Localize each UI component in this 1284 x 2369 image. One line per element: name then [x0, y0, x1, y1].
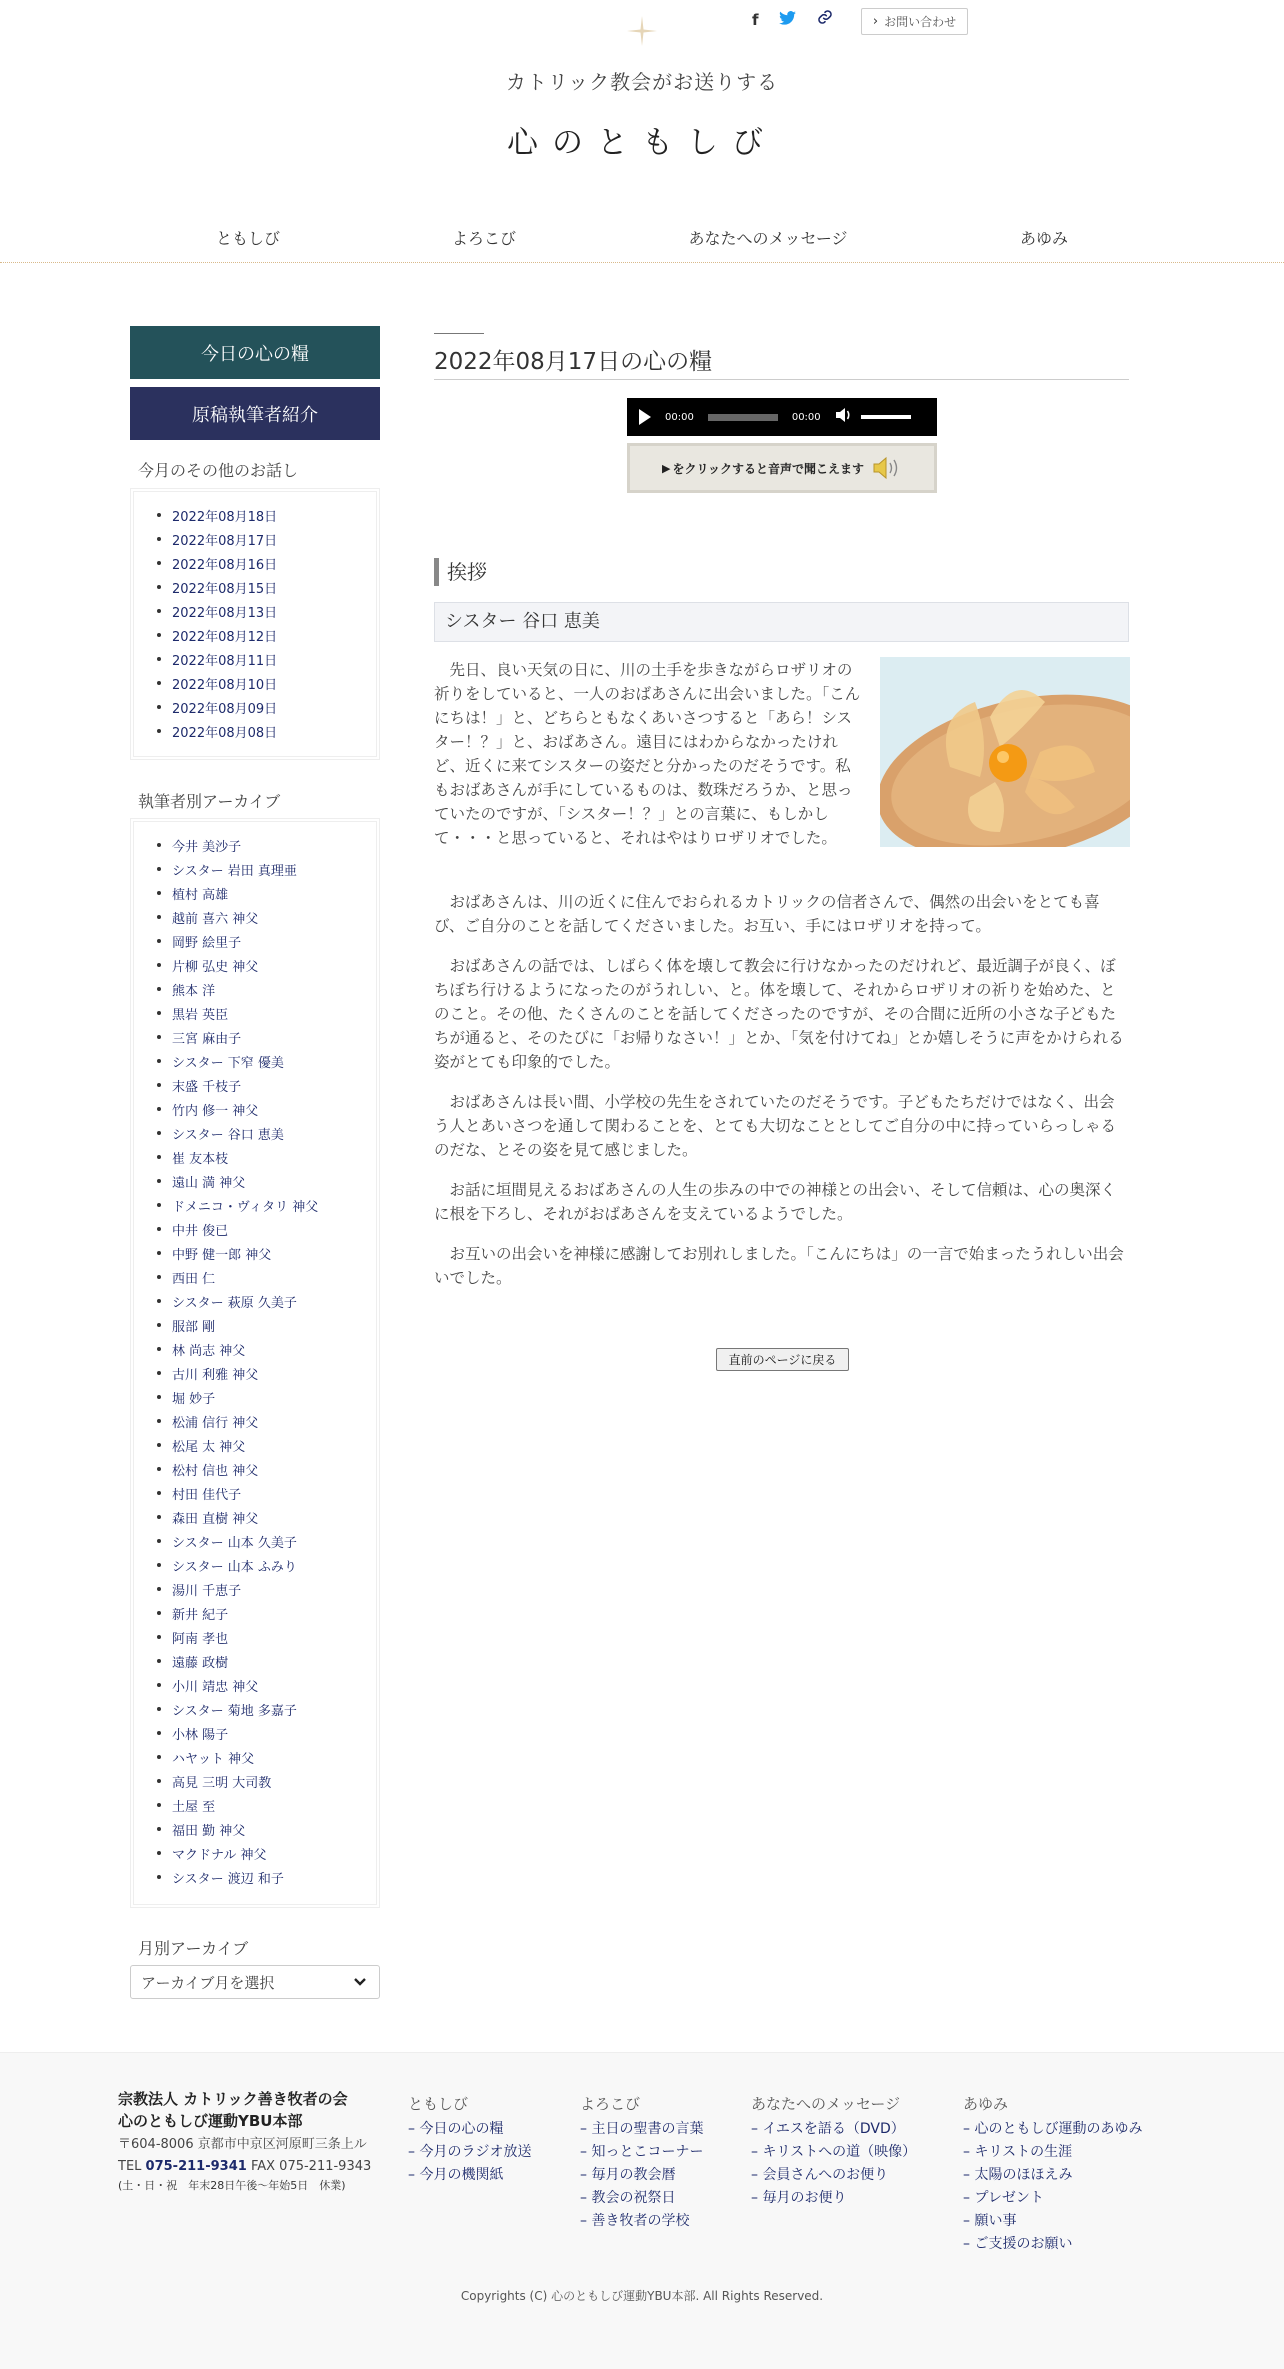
sidebar-list-item[interactable]: 竹内 修一 神父 — [172, 1100, 258, 1119]
sidebar-list-item[interactable]: 2022年08月11日 — [172, 650, 277, 669]
footer-col-heading: ともしび — [408, 2095, 469, 2113]
authors-button[interactable]: 原稿執筆者紹介 — [130, 387, 380, 440]
chevron-down-icon — [353, 1977, 367, 1987]
sidebar-list-item[interactable]: 古川 利雅 神父 — [172, 1364, 258, 1383]
footer-link[interactable]: – 心のともしび運動のあゆみ — [963, 2121, 1143, 2137]
author-heading: 執筆者別アーカイブ — [138, 792, 281, 811]
site-title[interactable]: 心のともしび — [507, 125, 777, 161]
sidebar-list-item[interactable]: マクドナル 神父 — [172, 1844, 266, 1863]
today-button[interactable]: 今日の心の糧 — [130, 326, 380, 379]
page-title: 2022年08月17日の心の糧 — [434, 349, 713, 375]
sidebar-list-item[interactable]: 黒岩 英臣 — [172, 1004, 228, 1023]
footer-phone-line — [118, 2156, 371, 2178]
sidebar-list-item[interactable]: 村田 佳代子 — [172, 1484, 241, 1503]
global-nav — [0, 226, 1284, 254]
body-paragraph: おばあさんは長い間、小学校の先生をされていたのだそうです。子どもたちだけではなく、出会う人とあいさつを通して関わることを、とても大切なこととしてご自分の中に持っていらっしゃるのだな、とその姿を見て感じました。 — [434, 1093, 1117, 1159]
footer-link[interactable]: – 会員さんへのお便り — [751, 2167, 889, 2183]
contact-label: お問い合わせ — [884, 15, 957, 29]
physalis-photo — [880, 657, 1130, 847]
footer-link[interactable]: – 今月の機関紙 — [408, 2167, 504, 2183]
nav-item-message[interactable]: あなたへのメッセージ — [688, 229, 848, 248]
sidebar-list-item[interactable]: シスター 山本 久美子 — [172, 1532, 297, 1551]
sidebar-list-item[interactable]: 岡野 絵里子 — [172, 932, 241, 951]
sidebar-list-item[interactable]: 2022年08月18日 — [172, 506, 277, 525]
sidebar-list-item[interactable]: 2022年08月10日 — [172, 674, 277, 693]
player-duration: 00:00 — [791, 411, 821, 423]
sidebar-list-item[interactable]: 小林 陽子 — [172, 1724, 228, 1743]
nav-divider — [0, 262, 1284, 263]
chevron-right-icon: › — [872, 14, 879, 29]
footer-link[interactable]: – 教会の祝祭日 — [580, 2190, 676, 2206]
month-list — [130, 488, 380, 760]
sidebar-list-item[interactable]: 小川 靖忠 神父 — [172, 1676, 258, 1695]
copyright: Copyrights (C) 心のともしび運動YBU本部. All Rights Reserved. — [460, 2289, 824, 2303]
sidebar-list-item[interactable]: 松浦 信行 神父 — [172, 1412, 258, 1431]
sidebar-list-item[interactable]: シスター 渡辺 和子 — [172, 1868, 284, 1887]
sidebar-list-item[interactable]: 崔 友本枝 — [172, 1148, 228, 1167]
nav-item-tomoshibi[interactable]: ともしび — [215, 229, 281, 248]
footer-link[interactable]: – 太陽のほほえみ — [963, 2167, 1073, 2183]
footer-link[interactable]: – プレゼント — [963, 2190, 1044, 2206]
sidebar-list-item[interactable]: 三宮 麻由子 — [172, 1028, 241, 1047]
sidebar-list-item[interactable]: 堀 妙子 — [172, 1388, 215, 1407]
sidebar-list-item[interactable]: 植村 高雄 — [172, 884, 228, 903]
sidebar-list-item[interactable]: 2022年08月12日 — [172, 626, 277, 645]
body-paragraph: おばあさんは、川の近くに住んでおられるカトリックの信者さんで、偶然の出会いをとても喜び、ご自分のことを話してくださいました。お互い、手にはロザリオを持って。 — [434, 893, 1100, 935]
sidebar-list-item[interactable]: 西田 仁 — [172, 1268, 215, 1287]
footer-link[interactable]: – 願い事 — [963, 2213, 1017, 2229]
link-icon[interactable] — [816, 9, 834, 31]
footer-link[interactable]: – 知っとこコーナー — [580, 2144, 704, 2160]
footer-link[interactable]: – 善き牧者の学校 — [580, 2213, 690, 2229]
footer-col-ayumi — [963, 2093, 1142, 2256]
back-button[interactable]: 直前のページに戻る — [716, 1348, 849, 1371]
fax-label: FAX — [250, 2159, 276, 2174]
sidebar-list-item[interactable]: 熊本 洋 — [172, 980, 215, 999]
body-paragraph: おばあさんの話では、しばらく体を壊して教会に行けなかったのだけれど、最近調子が良く、ぼちぼち行けるようになったのがうれしい、と。体を壊して、それからロザリオの祈りを始めた、とのこと。その他、たくさんのことを話してくださったのですが、その合間に近所の小さな子どもたちが通ると、そのたびに「お帰りなさい！」とか、「気を付けてね」とか嬉しそうに声をかけられる姿がとても印象的でした。 — [434, 957, 1124, 1071]
sidebar-list-item[interactable]: 今井 美沙子 — [172, 836, 241, 855]
sidebar-list-item[interactable]: シスター 谷口 恵美 — [172, 1124, 284, 1143]
footer-link[interactable]: – キリストへの道（映像） — [751, 2144, 917, 2160]
footer-link[interactable]: – 今月のラジオ放送 — [408, 2144, 532, 2160]
facebook-icon[interactable]: f — [752, 11, 759, 29]
footer-address — [118, 2134, 371, 2178]
sidebar-list-item[interactable]: 新井 紀子 — [172, 1604, 228, 1623]
footer-col-message — [751, 2093, 916, 2210]
footer-col-tomoshibi — [408, 2093, 531, 2187]
footer-hours: (土・日・祝 年末28日午後〜年始5日 休業) — [118, 2179, 346, 2192]
sidebar-list-item[interactable]: 2022年08月09日 — [172, 698, 277, 717]
sidebar-list-item[interactable]: ドメニコ・ヴィタリ 神父 — [172, 1196, 318, 1215]
play-icon[interactable] — [639, 409, 651, 425]
star-logo-icon — [626, 15, 658, 47]
author-list — [130, 818, 380, 1908]
site-tagline: カトリック教会がお送りする — [505, 70, 779, 94]
audio-hint-text: をクリックすると音声で聞こえます — [672, 461, 864, 476]
title-accent — [434, 333, 484, 334]
social-links — [752, 9, 834, 31]
body-paragraph: お互いの出会いを神様に感謝してお別れしました。「こんにちは」の一言で始まったうれしい出会いでした。 — [434, 1245, 1124, 1287]
sidebar-list-item[interactable]: 片柳 弘史 神父 — [172, 956, 258, 975]
sidebar-list-item[interactable]: 中井 俊已 — [172, 1220, 228, 1239]
footer-org-sub: 心のともしび運動YBU本部 — [118, 2112, 303, 2130]
sidebar-list-item[interactable]: 2022年08月13日 — [172, 602, 277, 621]
sidebar-list-item[interactable]: 中野 健一郎 神父 — [172, 1244, 271, 1263]
body-paragraph: 先日、良い天気の日に、川の土手を歩きながらロザリオの祈りをしていると、一人のおばあさんに出会いました。「こんにちは！」と、どちらともなくあいさつすると「あら！シスター！？」と、おばあさん。遠目にはわからなかったけれど、近くに来てシスターの姿だと分かったのだそうです。私もおばあさんが手にしているものは、数珠だろうか、と思っていたのですが、「シスター！？」との言葉に、もしかして・・・と思っていると、それはやはりロザリオでした。 — [434, 661, 861, 847]
sidebar-list-item[interactable]: 末盛 千枝子 — [172, 1076, 241, 1095]
footer-col-heading: よろこび — [580, 2095, 641, 2113]
audio-player — [627, 398, 937, 436]
fax-number: 075-211-9343 — [279, 2159, 372, 2174]
sidebar-list-item[interactable]: 2022年08月17日 — [172, 530, 277, 549]
sidebar-list-item[interactable]: 林 尚志 神父 — [172, 1340, 245, 1359]
volume-slider[interactable] — [861, 415, 911, 419]
footer-col-heading: あなたへのメッセージ — [751, 2095, 901, 2113]
body-paragraph: お話に垣間見えるおばあさんの人生の歩みの中での神様との出会い、そして信頼は、心の奥深くに根を下ろし、それがおばあさんを支えているようでした。 — [434, 1181, 1117, 1223]
sidebar-list-item[interactable]: シスター 岩田 真理亜 — [172, 860, 297, 879]
section-heading: 挨拶 — [434, 558, 487, 586]
footer-address-line: 〒604-8006 京都市中京区河原町三条上ル — [118, 2137, 367, 2152]
sidebar-list-item[interactable]: 2022年08月08日 — [172, 722, 277, 741]
sidebar-list-item[interactable]: 湯川 千恵子 — [172, 1580, 241, 1599]
footer-org-name: 宗教法人 カトリック善き牧者の会 — [118, 2090, 348, 2108]
sidebar-list-item[interactable]: 2022年08月16日 — [172, 554, 277, 573]
sidebar-list-item[interactable]: 福田 勤 神父 — [172, 1820, 245, 1839]
sidebar-list-item[interactable]: 阿南 孝也 — [172, 1628, 228, 1647]
footer-link[interactable]: – 今日の心の糧 — [408, 2121, 504, 2137]
sidebar-list-item[interactable]: 松尾 太 神父 — [172, 1436, 245, 1455]
sidebar-list-item[interactable]: 土屋 至 — [172, 1796, 215, 1815]
tel-label: TEL — [118, 2159, 142, 2174]
footer-link[interactable]: – 毎月の教会暦 — [580, 2167, 676, 2183]
footer-col-yorokobi — [580, 2093, 703, 2233]
sidebar-list-item[interactable]: 松村 信也 神父 — [172, 1460, 258, 1479]
triangle-play-icon: ▶ — [662, 461, 671, 475]
footer-link[interactable]: – イエスを語る（DVD） — [751, 2121, 905, 2137]
volume-icon[interactable] — [835, 407, 853, 427]
sidebar-list-item[interactable]: 服部 剛 — [172, 1316, 215, 1335]
sidebar-list-item[interactable]: シスター 山本 ふみり — [172, 1556, 297, 1575]
footer-col-heading: あゆみ — [963, 2095, 1009, 2113]
archive-select[interactable] — [130, 1965, 380, 1999]
audio-hint-box[interactable] — [627, 443, 937, 493]
speaker-icon — [872, 455, 902, 481]
sidebar-list-item[interactable]: シスター 下窄 優美 — [172, 1052, 284, 1071]
sidebar-list-item[interactable]: シスター 菊地 多嘉子 — [172, 1700, 297, 1719]
nav-item-yorokobi[interactable]: よろこび — [451, 229, 517, 248]
archive-select-value: アーカイブ月を選択 — [141, 1973, 275, 1992]
player-current-time: 00:00 — [665, 411, 694, 423]
archive-heading: 月別アーカイブ — [138, 1939, 249, 1958]
author-name: シスター 谷口 恵美 — [434, 602, 1129, 642]
sidebar-list-item[interactable]: 遠山 満 神父 — [172, 1172, 245, 1191]
month-heading: 今月のその他のお話し — [138, 461, 299, 480]
twitter-icon[interactable] — [779, 9, 796, 31]
footer-org — [118, 2088, 348, 2132]
nav-item-ayumi[interactable]: あゆみ — [1019, 229, 1069, 248]
sidebar-list-item[interactable]: 越前 喜六 神父 — [172, 908, 258, 927]
sidebar-list-item[interactable]: 森田 直樹 神父 — [172, 1508, 258, 1527]
footer-link[interactable]: – キリストの生涯 — [963, 2144, 1073, 2160]
title-underline — [434, 379, 1129, 380]
contact-button[interactable] — [861, 8, 968, 35]
footer-link[interactable]: – 主日の聖書の言葉 — [580, 2121, 704, 2137]
sidebar-list-item[interactable]: 2022年08月15日 — [172, 578, 277, 597]
sidebar-list-item[interactable]: ハヤット 神父 — [172, 1748, 254, 1767]
tel-number[interactable]: 075-211-9341 — [145, 2159, 247, 2174]
player-seekbar[interactable] — [708, 414, 778, 421]
sidebar-list-item[interactable]: 高見 三明 大司教 — [172, 1772, 271, 1791]
footer-link[interactable]: – ご支援のお願い — [963, 2236, 1073, 2252]
sidebar-list-item[interactable]: シスター 萩原 久美子 — [172, 1292, 297, 1311]
sidebar-list-item[interactable]: 遠藤 政樹 — [172, 1652, 228, 1671]
footer-link[interactable]: – 毎月のお便り — [751, 2190, 847, 2206]
